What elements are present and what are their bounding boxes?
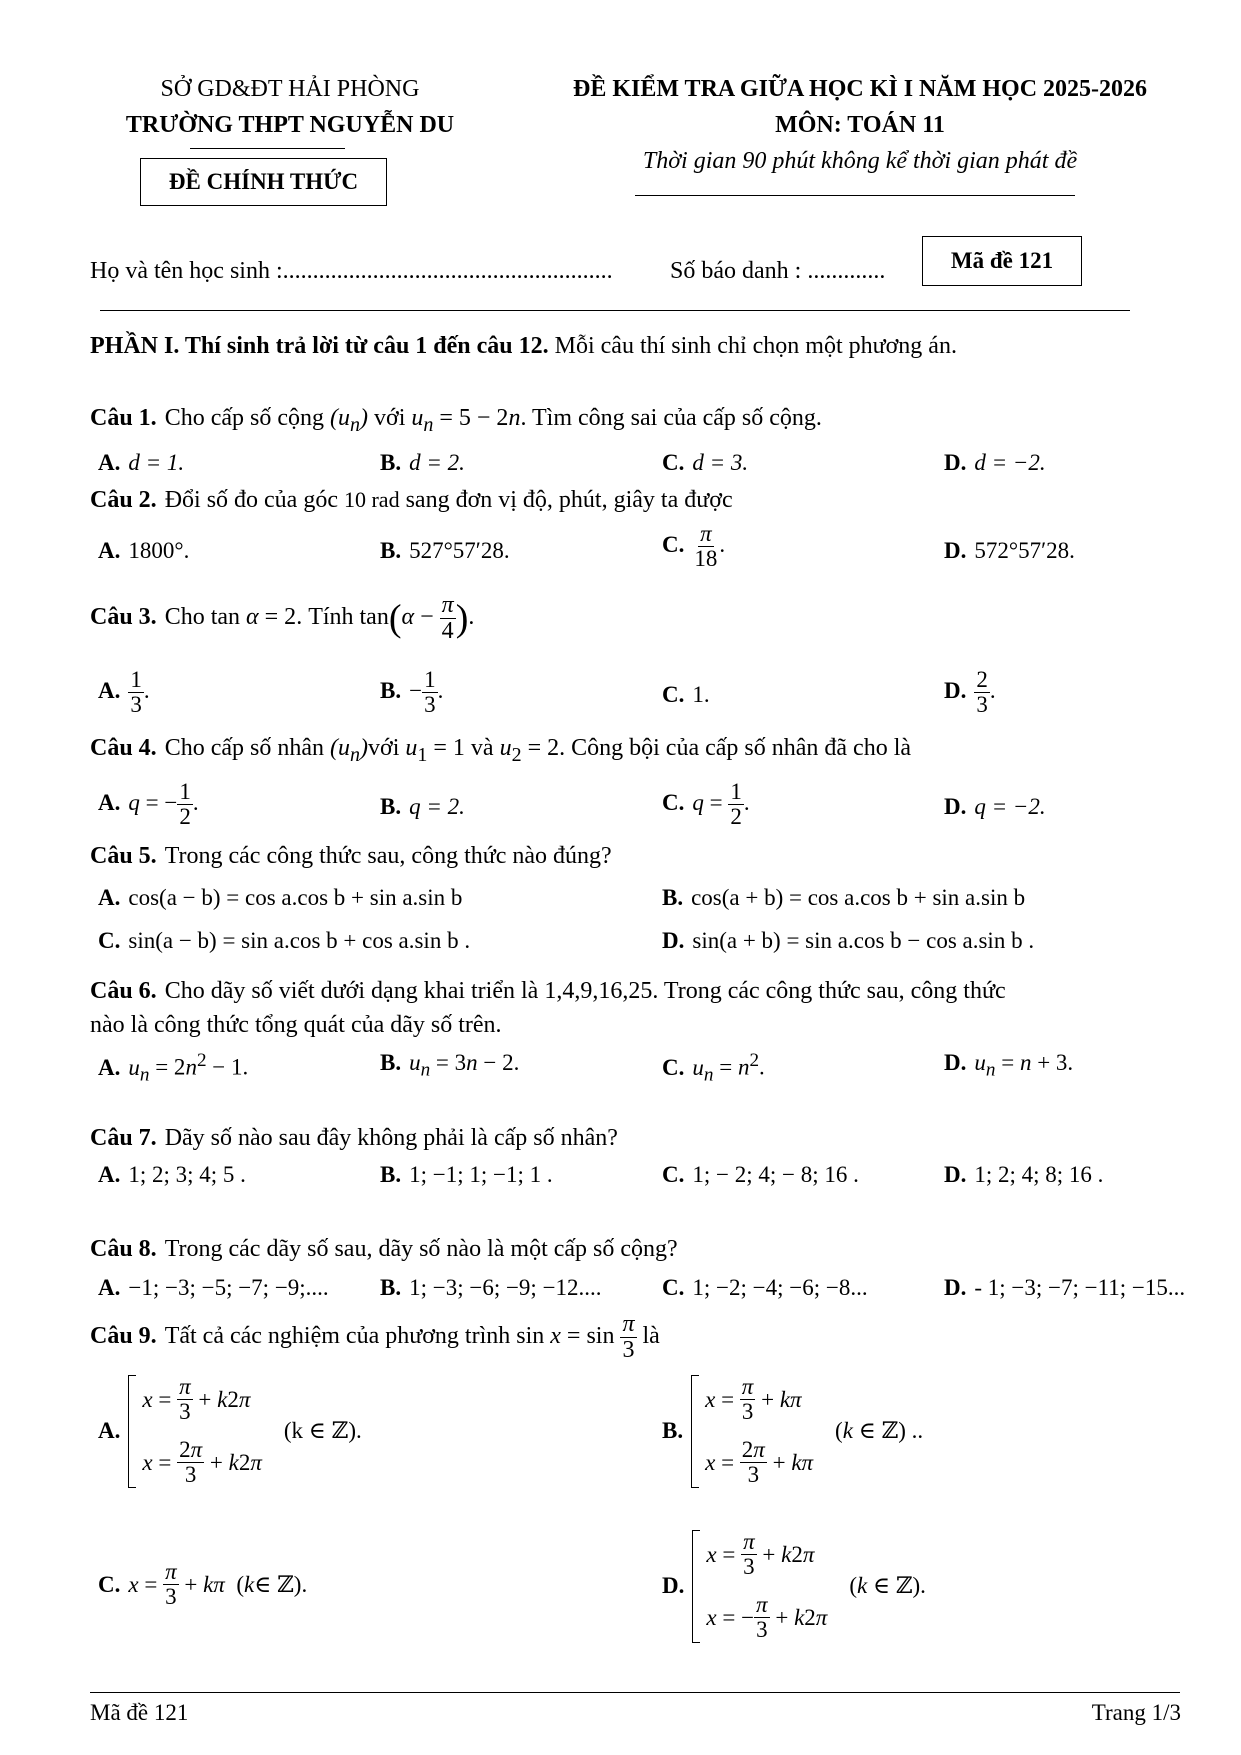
option-letter: C. <box>662 1275 685 1300</box>
q6-option-b[interactable]: B. $u_n = 3n - 2$. <box>380 1050 520 1081</box>
q7-option-d[interactable] <box>944 1162 1103 1188</box>
option-text: 1800°. <box>128 538 190 563</box>
q8-option-a[interactable] <box>98 1275 329 1301</box>
option-text: 1; −2; −4; −6; −8... <box>692 1275 868 1300</box>
option-text: sin(a − b) = sin a.cos b + cos a.sin b . <box>128 928 471 953</box>
official-badge <box>140 158 387 206</box>
option-letter: C. <box>662 1054 685 1080</box>
option-text: 1; −3; −6; −9; −12.... <box>409 1275 602 1300</box>
option-letter: B. <box>380 1050 402 1075</box>
option-text: d = 2. <box>409 450 465 475</box>
q1-option-d[interactable] <box>944 450 1046 476</box>
q9-option-a[interactable]: A. x = $\frac{\pi}{3}$ + k 2 π x = $\frac{2\pi}{3}$ + k 2 π (k ∈ ℤ). <box>98 1374 362 1488</box>
q1-option-c[interactable] <box>662 450 748 476</box>
option-letter: A. <box>98 1054 121 1080</box>
question-text: . Tìm công sai của cấp số cộng. <box>520 405 822 431</box>
question-text: . Tính <box>296 604 354 631</box>
angle-value: 10 rad <box>343 487 400 512</box>
q3-option-b[interactable]: B. − $\frac{1}{3}$ . <box>380 667 444 718</box>
part-title-bold: PHẦN I. Thí sinh trả lời từ câu 1 đến câu 12. <box>90 333 549 359</box>
option-letter: B. <box>662 1418 684 1444</box>
option-letter: C. <box>662 450 685 475</box>
option-text: - 1; −3; −7; −11; −15... <box>974 1275 1186 1300</box>
question-text: Trong các công thức sau, công thức nào đúng? <box>164 843 612 869</box>
option-text: 1; 2; 4; 8; 16 . <box>974 1162 1104 1187</box>
option-letter: B. <box>380 450 402 475</box>
q4-option-c[interactable]: C. q = $\frac{1}{2}$ . <box>662 779 750 830</box>
q7-option-c[interactable] <box>662 1162 859 1188</box>
option-text: 1; − 2; 4; − 8; 16 . <box>692 1162 859 1187</box>
q9-option-c[interactable]: C. x = $\frac{\pi}{3}$ + kπ ( k ∈ ℤ). <box>98 1559 308 1610</box>
question-label: Câu 4. <box>90 735 157 761</box>
student-id-field: Số báo danh : ............. <box>670 258 886 284</box>
part-title <box>90 333 957 360</box>
q5-option-c[interactable] <box>98 928 470 954</box>
question-8 <box>90 1236 678 1263</box>
question-label: Câu 7. <box>90 1125 157 1151</box>
question-text: Cho dãy số viết dưới dạng khai triển là 1,4,9,16,25. Trong các công thức sau, công thức <box>164 978 1006 1004</box>
question-text: Trong các dãy số sau, dãy số nào là một cấp số cộng? <box>164 1236 678 1262</box>
option-letter: A. <box>98 789 121 815</box>
official-label: ĐỀ CHÍNH THỨC <box>168 169 359 194</box>
option-letter: C. <box>662 531 685 557</box>
question-text: . Công bội của cấp số nhân đã cho là <box>559 735 912 761</box>
option-letter: B. <box>380 1162 402 1187</box>
option-letter: B. <box>380 794 402 819</box>
q4-option-a[interactable]: A. q = − $\frac{1}{2}$ . <box>98 779 199 830</box>
frac-denominator: 18 <box>694 546 718 572</box>
option-text: 1; 2; 3; 4; 5 . <box>128 1162 246 1187</box>
question-text: Đổi số đo của góc <box>164 487 338 513</box>
q1-option-a[interactable] <box>98 450 184 476</box>
option-text: q = −2. <box>974 794 1046 819</box>
q5-option-b[interactable] <box>662 885 1025 911</box>
q4-option-b[interactable] <box>380 794 465 820</box>
option-letter: A. <box>98 1418 121 1444</box>
question-text: là <box>642 1323 660 1350</box>
header-divider <box>100 310 1130 311</box>
option-text: d = 3. <box>692 450 749 475</box>
option-letter: C. <box>662 789 685 815</box>
option-text: 527°57′28. <box>409 538 510 563</box>
exam-code-box <box>922 236 1082 286</box>
student-name-field: Họ và tên học sinh :....................................................... <box>90 258 613 284</box>
department-name: SỞ GD&ĐT HẢI PHÒNG <box>160 76 420 102</box>
option-letter: D. <box>662 928 685 953</box>
option-letter: D. <box>662 1573 685 1599</box>
q8-option-d[interactable] <box>944 1275 1185 1301</box>
option-text: d = −2. <box>974 450 1046 475</box>
school-underline <box>190 148 345 149</box>
option-text: d = 1. <box>128 450 185 475</box>
question-label: Câu 6. <box>90 978 157 1004</box>
question-text: với <box>368 735 400 761</box>
option-letter: C. <box>662 1162 685 1187</box>
question-1: Câu 1. Cho cấp số cộng $(u_n)$ với $u_n = 5 - 2n$. Tìm công sai của cấp số cộng. <box>90 405 822 436</box>
footer-exam-code: Mã đề 121 <box>90 1700 189 1725</box>
q2-option-d[interactable] <box>944 538 1075 564</box>
option-text: sin(a + b) = sin a.cos b − cos a.sin b . <box>692 928 1035 953</box>
question-label: Câu 3. <box>90 604 157 631</box>
q5-option-d[interactable] <box>662 928 1034 954</box>
question-text: Dãy số nào sau đây không phải là cấp số nhân? <box>164 1125 618 1151</box>
q3-option-a[interactable]: A. $\frac{1}{3}$ . <box>98 667 150 718</box>
option-letter: A. <box>98 450 121 475</box>
q9-option-b[interactable]: B. x = $\frac{\pi}{3}$ + kπ x = $\frac{2\pi}{3}$ + kπ (k ∈ ℤ) .. <box>662 1374 924 1488</box>
option-letter: C. <box>662 682 685 707</box>
question-6-cont <box>90 1012 502 1039</box>
option-letter: B. <box>380 677 402 703</box>
option-text: cos(a + b) = cos a.cos b + sin a.sin b <box>691 885 1026 910</box>
q6-option-d[interactable]: D. $u_n = n + 3$. <box>944 1050 1074 1081</box>
option-letter: D. <box>944 450 967 475</box>
footer-divider <box>90 1692 1180 1693</box>
option-letter: A. <box>98 538 121 563</box>
q6-option-a[interactable]: A. $u_n = 2n^2 - 1$. <box>98 1050 249 1086</box>
question-label: Câu 8. <box>90 1236 157 1262</box>
option-letter: C. <box>98 1571 121 1597</box>
frac-numerator: π <box>700 521 712 546</box>
question-text: với <box>374 405 406 431</box>
option-text: cos(a − b) = cos a.cos b + sin a.sin b <box>128 885 463 910</box>
q5-option-a[interactable] <box>98 885 462 911</box>
q3-option-c[interactable]: C. 1. <box>662 682 710 707</box>
option-letter: A. <box>98 1162 121 1187</box>
question-text: và <box>470 735 494 761</box>
exam-title: ĐỀ KIỂM TRA GIỮA HỌC KÌ I NĂM HỌC 2025-2026 <box>572 76 1148 102</box>
option-letter: A. <box>98 1275 121 1300</box>
option-letter: C. <box>98 928 121 953</box>
q8-option-b[interactable] <box>380 1275 602 1301</box>
question-3: Câu 3. Cho tan α = 2. Tính tan(α − $\frac{\pi}{4}$ ). <box>90 592 475 645</box>
option-letter: B. <box>380 538 402 563</box>
exam-time: Thời gian 90 phút không kể thời gian phát đề <box>642 148 1078 174</box>
question-text: sang đơn vị độ, phút, giây ta được <box>405 487 733 513</box>
question-7 <box>90 1125 618 1152</box>
question-label: Câu 5. <box>90 843 157 869</box>
k-domain: (k ∈ ℤ). <box>283 1418 362 1444</box>
option-letter: D. <box>944 1050 967 1075</box>
question-5 <box>90 843 612 870</box>
q3-option-d[interactable]: D. $\frac{2}{3}$ . <box>944 667 996 718</box>
school-name: TRƯỜNG THPT NGUYỄN DU <box>125 112 455 138</box>
question-2 <box>90 487 733 514</box>
exam-code: Mã đề 121 <box>950 248 1054 273</box>
question-label: Câu 9. <box>90 1323 157 1350</box>
option-letter: D. <box>944 538 967 563</box>
option-letter: B. <box>380 1275 402 1300</box>
question-text: Cho <box>164 604 205 631</box>
q8-option-c[interactable] <box>662 1275 868 1301</box>
q7-option-b[interactable] <box>380 1162 553 1188</box>
q2-option-c[interactable]: C. $\frac{\pi}{18}$ . <box>662 521 726 572</box>
question-text: Cho cấp số cộng <box>164 405 324 431</box>
question-6 <box>90 978 1006 1005</box>
question-label: Câu 2. <box>90 487 157 513</box>
part-title-rest: Mỗi câu thí sinh chỉ chọn một phương án. <box>548 333 957 359</box>
q7-option-a[interactable] <box>98 1162 246 1188</box>
option-letter: D. <box>944 677 967 703</box>
q1-option-b[interactable] <box>380 450 465 476</box>
time-underline <box>635 195 1075 196</box>
option-letter: B. <box>662 885 684 910</box>
exam-subject: MÔN: TOÁN 11 <box>775 112 945 138</box>
option-text: −1; −3; −5; −7; −9;.... <box>128 1275 329 1300</box>
question-label: Câu 1. <box>90 405 157 431</box>
q9-option-d[interactable]: D. x = $\frac{\pi}{3}$ + k 2 π x = − $\frac{\pi}{3}$ + k 2 π (k ∈ ℤ). <box>662 1529 926 1643</box>
q6-option-c[interactable]: C. $u_n = n^2$. <box>662 1050 765 1086</box>
page-number: Trang 1/3 <box>1091 1700 1181 1725</box>
question-text: nào là công thức tổng quát của dãy số trên. <box>90 1012 502 1038</box>
q4-option-d[interactable] <box>944 794 1046 820</box>
option-letter: D. <box>944 1162 967 1187</box>
option-letter: A. <box>98 885 121 910</box>
option-text: 572°57′28. <box>974 538 1075 563</box>
question-4: Câu 4. Cho cấp số nhân $(u_n)với$ $u_1 = 1$ và $u_2 = 2$. Công bội của cấp số nhân đã cho là <box>90 735 912 766</box>
q2-option-b[interactable] <box>380 538 510 564</box>
option-text: 1; −1; 1; −1; 1 . <box>409 1162 553 1187</box>
question-text: Cho cấp số nhân <box>164 735 324 761</box>
option-letter: A. <box>98 677 121 703</box>
question-text: Tất cả các nghiệm của phương trình <box>164 1323 511 1350</box>
question-9: Câu 9. Tất cả các nghiệm của phương trình sin x = sin $\frac{\pi}{3}$ là <box>90 1311 660 1364</box>
q2-option-a[interactable] <box>98 538 189 564</box>
option-letter: D. <box>944 794 967 819</box>
option-letter: D. <box>944 1275 967 1300</box>
option-text: q = 2. <box>409 794 465 819</box>
